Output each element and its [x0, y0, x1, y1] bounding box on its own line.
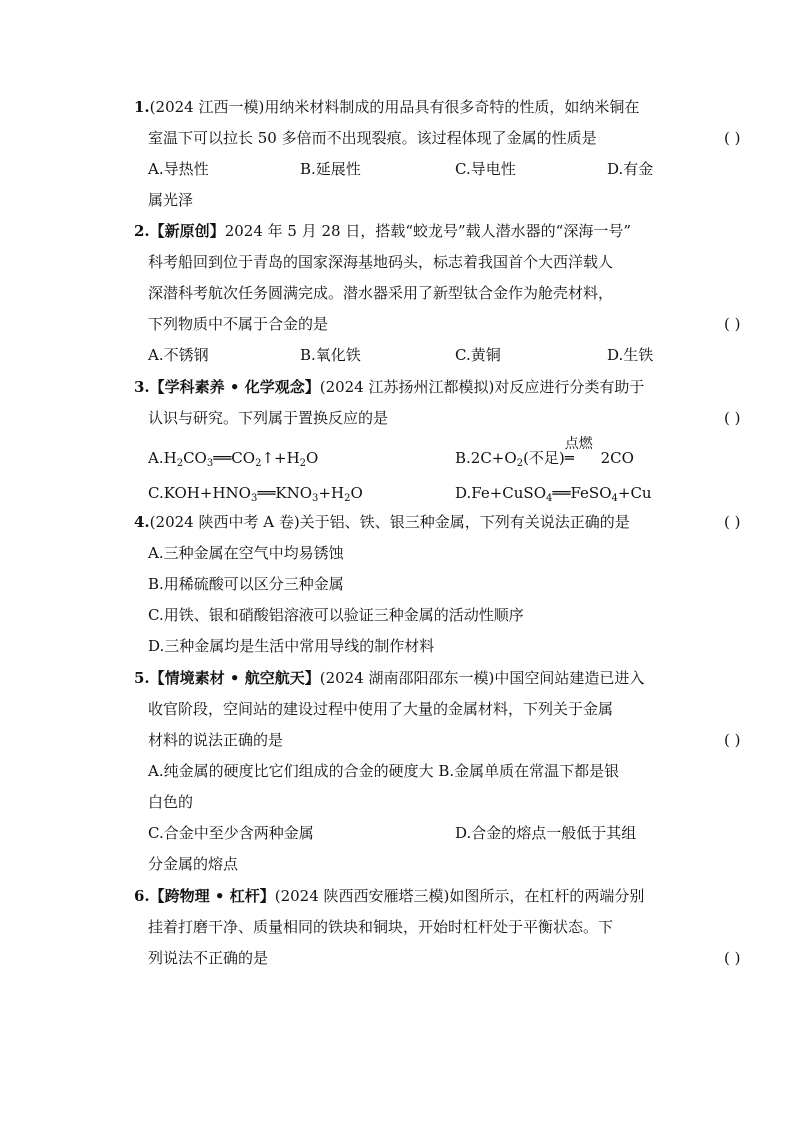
option-a: A.导热性: [148, 160, 209, 178]
question-tag: 【新原创】: [149, 222, 225, 240]
question-3-line-2: 认识与研究。下列属于置换反应的是: [148, 409, 389, 427]
option-c: C.黄铜: [455, 346, 501, 364]
question-5-line-1: [134, 668, 644, 688]
option-d-continued: 属光泽: [148, 191, 194, 209]
question-number: 1.: [134, 98, 150, 116]
option-b: B.用稀硫酸可以区分三种金属: [148, 575, 344, 593]
option-a: A.不锈钢: [148, 346, 209, 364]
question-6-line-1: [134, 886, 644, 906]
answer-blank: ( ): [724, 129, 741, 147]
option-a-equation: $A.H_2CO_3══CO_2↑+H_2O$: [148, 449, 319, 469]
option-d-continued: 分金属的熔点: [148, 855, 239, 873]
question-3-line-1: [134, 377, 644, 397]
question-number: 6.: [134, 887, 150, 905]
option-b-continued: 白色的: [148, 793, 194, 811]
question-text: (2024 陕西中考 A 卷)关于铝、铁、银三种金属，下列有关说法正确的是: [149, 513, 630, 531]
question-6-line-2: 挂着打磨干净、质量相同的铁块和铜块，开始时杠杆处于平衡状态。下: [148, 918, 614, 936]
question-5-line-2: 收官阶段，空间站的建设过程中使用了大量的金属材料，下列关于金属: [148, 700, 614, 718]
option-d-equation: D.Fe+CuSO$_4$══FeSO$_4$+Cu: [455, 484, 652, 504]
question-text: (2024 陕西西安雁塔三模)如图所示，在杠杆的两端分别: [274, 887, 645, 905]
question-text: (2024 江苏扬州江都模拟)对反应进行分类有助于: [319, 378, 645, 396]
question-1-line-1: [134, 97, 639, 117]
question-text: 2024 年 5 月 28 日，搭载“蛟龙号”载人潜水器的“深海一号”: [224, 222, 632, 240]
answer-blank: ( ): [724, 409, 741, 427]
question-number: 5.: [134, 669, 150, 687]
question-tag: 【情境素材 • 航空航天】: [149, 669, 320, 687]
question-tag: 【跨物理 • 杠杆】: [149, 887, 275, 905]
question-2-line-1: [134, 221, 631, 241]
option-a: A.三种金属在空气中均易锈蚀: [148, 544, 344, 562]
question-number: 3.: [134, 378, 150, 396]
question-text: (2024 湖南邵阳邵东一模)中国空间站建造已进入: [319, 669, 645, 687]
answer-blank: ( ): [724, 513, 741, 531]
answer-blank: ( ): [724, 949, 741, 967]
option-b: B.氧化铁: [300, 346, 361, 364]
question-4-line-1: [134, 512, 630, 532]
reaction-condition: 点燃: [564, 436, 593, 452]
option-c: C.用铁、银和硝酸铝溶液可以验证三种金属的活动性顺序: [148, 606, 524, 624]
answer-blank: ( ): [724, 731, 741, 749]
option-d: D.合金的熔点一般低于其组: [455, 824, 637, 842]
option-b: B.延展性: [300, 160, 361, 178]
question-2-line-4: 下列物质中不属于合金的是: [148, 315, 329, 333]
question-number: 4.: [134, 513, 150, 531]
option-d: D.三种金属均是生活中常用导线的制作材料: [148, 637, 435, 655]
answer-blank: ( ): [724, 315, 741, 333]
option-d: D.有金: [607, 160, 654, 178]
option-d: D.生铁: [607, 346, 654, 364]
option-c: C.导电性: [455, 160, 516, 178]
option-c: C.合金中至少含两种金属: [148, 824, 314, 842]
question-tag: 【学科素养 • 化学观念】: [149, 378, 320, 396]
question-5-line-3: 材料的说法正确的是: [148, 731, 284, 749]
question-1-line-2: 室温下可以拉长 50 多倍而不出现裂痕。该过程体现了金属的性质是: [148, 129, 597, 147]
question-2-line-2: 科考船回到位于青岛的国家深海基地码头，标志着我国首个大西洋载人: [148, 253, 614, 271]
question-2-line-3: 深潜科考航次任务圆满完成。潜水器采用了新型钛合金作为舱壳材料，: [148, 284, 614, 302]
question-number: 2.: [134, 222, 150, 240]
question-text: (2024 江西一模)用纳米材料制成的用品具有很多奇特的性质，如纳米铜在: [149, 98, 640, 116]
option-a-b: A.纯金属的硬度比它们组成的合金的硬度大 B.金属单质在常温下都是银: [148, 762, 620, 780]
option-b-equation: $B.2C+O_2$(不足) 点燃 ═ 2CO: [455, 436, 634, 469]
option-c-equation: $C.KOH+HNO_3══KNO_3+H_2O$: [148, 484, 363, 504]
question-6-line-3: 列说法不正确的是: [148, 949, 269, 967]
